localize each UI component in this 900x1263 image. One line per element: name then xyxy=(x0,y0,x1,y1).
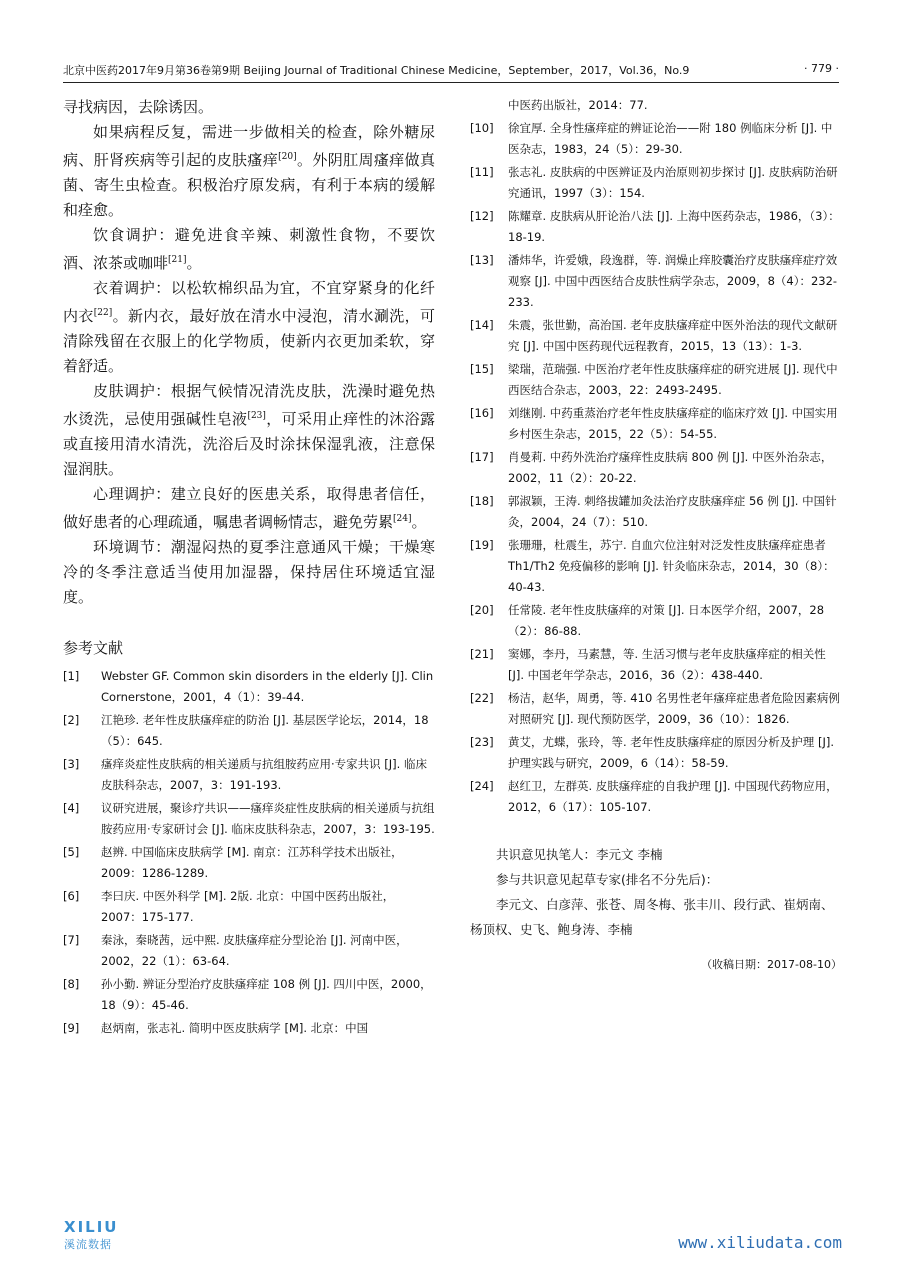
reference-number: [4] xyxy=(63,801,80,815)
reference-item xyxy=(63,798,435,840)
paragraph-text: 如果病程反复，需进一步做相关的检查，除外糖尿病、肝肾疾病等引起的皮肤瘙痒 xyxy=(63,123,435,169)
citation-marker: [24] xyxy=(393,514,412,524)
reference-item xyxy=(63,754,435,796)
reference-number: [19] xyxy=(470,538,494,552)
reference-number: [5] xyxy=(63,845,80,859)
reference-number: [24] xyxy=(470,779,494,793)
body-paragraph xyxy=(63,379,435,482)
reference-item xyxy=(63,710,435,752)
citation-marker: [21] xyxy=(168,255,187,265)
body-paragraph xyxy=(63,95,435,120)
reference-text: 张珊珊，杜震生，苏宁. 自血穴位注射对泛发性皮肤瘙痒症患者 Th1/Th2 免疫偏移的影响 [J]. 针灸临床杂志，2014，30（8）：40-43. xyxy=(508,538,835,594)
reference-text: 任常陵. 老年性皮肤瘙痒的对策 [J]. 日本医学介绍，2007，28（2）：86-88. xyxy=(508,603,825,638)
reference-text: 赵红卫，左群英. 皮肤瘙痒症的自我护理 [J]. 中国现代药物应用，2012，6（17）：105-107. xyxy=(508,779,838,814)
reference-continuation: 中医药出版社，2014：77. xyxy=(508,98,648,112)
reference-number: [21] xyxy=(470,647,494,661)
reference-number: [7] xyxy=(63,933,80,947)
body-paragraph xyxy=(63,120,435,223)
body-paragraph xyxy=(63,535,435,610)
reference-item xyxy=(470,359,842,401)
references-heading: 参考文献 xyxy=(63,639,124,657)
reference-item xyxy=(470,688,842,730)
reference-item xyxy=(63,886,435,928)
logo-wordmark: XILIU xyxy=(64,1218,119,1236)
paragraph-text: 环境调节：潮湿闷热的夏季注意通风干燥；干燥寒冷的冬季注意适当使用加湿器，保持居住环境适宜湿度。 xyxy=(63,538,435,606)
running-header xyxy=(63,62,839,80)
reference-number: [23] xyxy=(470,735,494,749)
paragraph-text: 。外阴肛周瘙痒做真菌、寄生虫检查。积极治疗原发病，有利于本病的缓解和痊愈。 xyxy=(63,151,435,219)
reference-item xyxy=(470,162,842,204)
body-paragraph xyxy=(63,482,435,535)
reference-number: [11] xyxy=(470,165,494,179)
reference-text: 秦泳，秦晓茜，远中熙. 皮肤瘙痒症分型论治 [J]. 河南中医，2002，22（1）：63-64. xyxy=(101,933,408,968)
reference-number: [22] xyxy=(470,691,494,705)
reference-number: [14] xyxy=(470,318,494,332)
reference-item xyxy=(470,250,842,313)
reference-text: Webster GF. Common skin disorders in the elderly [J]. Clin Cornerstone，2001，4（1）：39-44. xyxy=(101,669,434,704)
paragraph-text: 心理调护：建立良好的医患关系，取得患者信任，做好患者的心理疏通，嘱患者调畅情志，避免劳累 xyxy=(63,485,435,531)
reference-text: 议研究进展，聚诊疗共识——瘙痒炎症性皮肤病的相关递质与抗组胺药应用·专家研讨会 [J]. 临床皮肤科杂志，2007，3：193-195. xyxy=(101,801,435,836)
reference-number: [2] xyxy=(63,713,80,727)
reference-text: 李曰庆. 中医外科学 [M]. 2版. 北京：中国中医药出版社，2007：175-177. xyxy=(101,889,395,924)
reference-item xyxy=(470,315,842,357)
reference-text: 杨洁，赵华，周勇，等. 410 名男性老年瘙痒症患者危险因素病例对照研究 [J]. 现代预防医学，2009，36（10）：1826. xyxy=(508,691,840,726)
reference-text: 赵炳南，张志礼. 简明中医皮肤病学 [M]. 北京：中国 xyxy=(101,1021,369,1035)
reference-text: 肖曼莉. 中药外洗治疗瘙痒性皮肤病 800 例 [J]. 中医外治杂志，2002，11（2）：20-22. xyxy=(508,450,833,485)
references-list-right xyxy=(470,118,842,818)
writers-line: 共识意见执笔人：李元文 李楠 xyxy=(496,847,663,862)
reference-text: 孙小勤. 辨证分型治疗皮肤瘙痒症 108 例 [J]. 四川中医，2000，18（9）：45-46. xyxy=(101,977,432,1012)
paragraph-text: ，可采用止痒性的沐浴露或直接用清水清洗，洗浴后及时涂抹保湿乳液，注意保湿润肤。 xyxy=(63,410,435,478)
reference-text: 窦娜，李丹，马素慧，等. 生活习惯与老年皮肤瘙痒症的相关性 [J]. 中国老年学杂志，2016，36（2）：438-440. xyxy=(508,647,826,682)
page-number: · 779 · xyxy=(804,62,839,75)
reference-number: [17] xyxy=(470,450,494,464)
paragraph-text: 皮肤调护：根据气候情况清洗皮肤，洗澡时避免热水烫洗，忌使用强碱性皂液 xyxy=(63,382,435,428)
reference-number: [3] xyxy=(63,757,80,771)
reference-item xyxy=(470,491,842,533)
reference-text: 郭淑颖，王涛. 刺络拔罐加灸法治疗皮肤瘙痒症 56 例 [J]. 中国针灸，2004，24（7）：510. xyxy=(508,494,837,529)
reference-item xyxy=(470,535,842,598)
body-paragraph xyxy=(63,276,435,379)
reference-number: [16] xyxy=(470,406,494,420)
reference-item xyxy=(63,666,435,708)
received-date: （收稿日期：2017-08-10） xyxy=(701,958,842,971)
reference-number: [13] xyxy=(470,253,494,267)
reference-text: 黄艾，尤蝶，张玲，等. 老年性皮肤瘙痒症的原因分析及护理 [J]. 护理实践与研究，2009，6（14）：58-59. xyxy=(508,735,834,770)
reference-text: 刘继刚. 中药重蒸治疗老年性皮肤瘙痒症的临床疗效 [J]. 中国实用乡村医生杂志，2015，22（5）：54-55. xyxy=(508,406,838,441)
reference-text: 陈耀章. 皮肤病从肝论治八法 [J]. 上海中医药杂志，1986，（3）：18-19. xyxy=(508,209,840,244)
paragraph-text: 衣着调护：以松软棉织品为宜，不宜穿紧身的化纤内衣 xyxy=(63,279,435,325)
references-list-left xyxy=(63,666,435,1039)
paragraph-text: 。新内衣，最好放在清水中浸泡，清水涮洗，可清除残留在衣服上的化学物质，使新内衣更加柔软，穿着舒适。 xyxy=(63,307,435,375)
reference-number: [12] xyxy=(470,209,494,223)
reference-text: 江艳珍. 老年性皮肤瘙痒症的防治 [J]. 基层医学论坛，2014，18（5）：645. xyxy=(101,713,429,748)
reference-text: 张志礼. 皮肤病的中医辨证及内治原则初步探讨 [J]. 皮肤病防治研究通讯，1997（3）：154. xyxy=(508,165,838,200)
reference-number: [6] xyxy=(63,889,80,903)
citation-marker: [20] xyxy=(278,152,297,162)
reference-text: 潘炜华，许爱娥，段逸群，等. 润燥止痒胶囊治疗皮肤瘙痒症疗效观察 [J]. 中国中西医结合皮肤性病学杂志，2009，8（4）：232-233. xyxy=(508,253,838,309)
reference-item xyxy=(470,447,842,489)
citation-marker: [23] xyxy=(247,411,266,421)
logo-subtitle: 溪流数据 xyxy=(64,1238,112,1251)
paragraph-text: 饮食调护：避免进食辛辣、刺激性食物，不要饮酒、浓茶或咖啡 xyxy=(63,226,435,272)
reference-number: [10] xyxy=(470,121,494,135)
paragraph-text: 寻找病因，去除诱因。 xyxy=(63,98,214,116)
paragraph-text: 。 xyxy=(411,513,427,531)
reference-item xyxy=(470,118,842,160)
reference-number: [9] xyxy=(63,1021,80,1035)
right-column xyxy=(470,95,842,986)
reference-number: [15] xyxy=(470,362,494,376)
header-rule xyxy=(63,82,839,83)
reference-text: 徐宜厚. 全身性瘙痒症的辨证论治——附 180 例临床分析 [J]. 中医杂志，1983，24（5）：29-30. xyxy=(508,121,833,156)
authors-block xyxy=(470,842,842,942)
reference-text: 赵辨. 中国临床皮肤病学 [M]. 南京：江苏科学技术出版社，2009：1286-1289. xyxy=(101,845,403,880)
reference-item xyxy=(63,842,435,884)
reference-item xyxy=(63,1018,435,1039)
reference-number: [1] xyxy=(63,669,80,683)
body-text xyxy=(63,95,435,610)
body-paragraph xyxy=(63,223,435,276)
reference-text: 梁瑞，范瑞强. 中医治疗老年性皮肤瘙痒症的研究进展 [J]. 现代中西医结合杂志，2003，22：2493-2495. xyxy=(508,362,838,397)
reference-item xyxy=(470,776,842,818)
reference-number: [8] xyxy=(63,977,80,991)
experts-list: 李元文、白彦萍、张苍、周冬梅、张丰川、段行武、崔炳南、杨顶权、史飞、鲍身涛、李楠 xyxy=(470,897,834,937)
citation-marker: [22] xyxy=(93,308,113,318)
reference-number: [20] xyxy=(470,603,494,617)
xiliu-logo xyxy=(64,1218,164,1254)
journal-header: 北京中医药2017年9月第36卷第9期 Beijing Journal of Traditional Chinese Medicine，September，2017，Vol.36，No.9 xyxy=(63,64,690,77)
paragraph-text: 。 xyxy=(186,254,202,272)
reference-item xyxy=(470,600,842,642)
left-column xyxy=(63,95,435,1041)
reference-text: 朱震，张世勤，高治国. 老年皮肤瘙痒症中医外治法的现代文献研究 [J]. 中国中医药现代远程教育，2015，13（13）：1-3. xyxy=(508,318,838,353)
reference-item xyxy=(470,206,842,248)
reference-item xyxy=(470,732,842,774)
reference-number: [18] xyxy=(470,494,494,508)
footer-url-link[interactable]: www.xiliudata.com xyxy=(678,1233,842,1252)
reference-item xyxy=(470,403,842,445)
experts-label: 参与共识意见起草专家(排名不分先后)： xyxy=(496,872,719,887)
reference-item xyxy=(63,974,435,1016)
reference-item xyxy=(63,930,435,972)
reference-text: 瘙痒炎症性皮肤病的相关递质与抗组胺药应用·专家共识 [J]. 临床皮肤科杂志，2007，3：191-193. xyxy=(101,757,427,792)
reference-item xyxy=(470,644,842,686)
